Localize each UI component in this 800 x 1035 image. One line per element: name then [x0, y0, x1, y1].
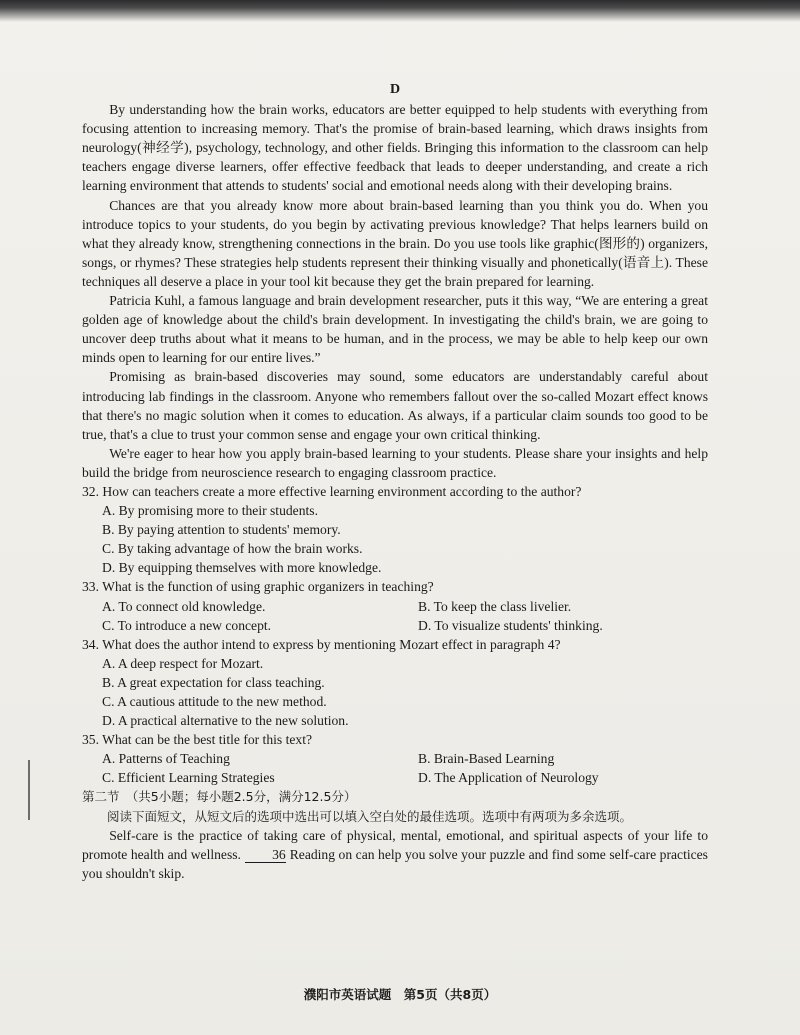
option-d: D. The Application of Neurology — [418, 770, 599, 786]
option-a: A. Patterns of Teaching — [102, 751, 230, 767]
passage-paragraph-3: Patricia Kuhl, a famous language and brain development researcher, puts it this way, “We are entering a great golden age of knowledge about the child's brain development. In investigating the child's brain, we are going to uncover deep truths about what it means to be human, and in the process, we may be able to help keep our own minds open to learning for our entire lives.” — [82, 293, 708, 366]
question-35 — [82, 730, 708, 787]
option-c: C. By taking advantage of how the brain works. — [102, 541, 363, 557]
option-a: A. To connect old knowledge. — [102, 598, 266, 614]
question-stem: 34. What does the author intend to express by mentioning Mozart effect in paragraph 4? — [82, 636, 561, 652]
question-stem: 32. How can teachers create a more effective learning environment according to the author? — [82, 483, 582, 499]
passage-paragraph-1: By understanding how the brain works, educators are better equipped to help students with everything from focusing attention to increasing memory. That's the promise of brain-based learning, which draws insights from neurology(神经学), psychology, technology, and other fields. Bringing this information to the classroom can help teachers engage diverse learners, offer effective feedback that leads to deeper understanding, and create a rich learning environment that attends to students' social and emotional needs along with their developing brains. — [82, 102, 708, 194]
option-a: A. A deep respect for Mozart. — [102, 655, 264, 671]
option-b: B. A great expectation for class teaching. — [102, 674, 325, 690]
question-stem: 33. What is the function of using graphic organizers in teaching? — [82, 579, 434, 595]
option-c: C. To introduce a new concept. — [102, 617, 272, 633]
option-a: A. By promising more to their students. — [102, 503, 318, 519]
section2-text-before: Self-care is the practice of taking care of physical, mental, emotional, and spiritual aspects of your life to promote health and wellness. — [82, 827, 708, 862]
page-footer: 濮阳市英语试题 第5页（共8页） — [303, 987, 497, 1002]
options-row-2 — [82, 768, 708, 787]
margin-mark — [28, 760, 30, 820]
question-34 — [82, 635, 708, 730]
options-row-1 — [82, 597, 708, 616]
option-d: D. By equipping themselves with more knowledge. — [102, 560, 382, 576]
passage-paragraph-2: Chances are that you already know more about brain-based learning than you think you do. When you introduce topics to your students, do you begin by activating previous knowledge? That helps learners build on what they already know, strengthening connections in the brain. Do you use tools like graphic(图形的) organizers, songs, or rhymes? These strategies help students represent their thinking visually and phonetically(语音上). These techniques all deserve a place in your tool kit because they get the brain prepared for learning. — [82, 197, 708, 289]
options-row-1 — [82, 749, 708, 768]
option-d: D. To visualize students' thinking. — [418, 617, 603, 633]
passage-letter: D — [389, 82, 401, 97]
option-c: C. Efficient Learning Strategies — [102, 770, 275, 786]
option-d: D. A practical alternative to the new solution. — [102, 713, 349, 729]
option-c: C. A cautious attitude to the new method. — [102, 694, 327, 709]
section2-paragraph-1 — [82, 826, 708, 883]
section2-heading: 第二节 （共5小题；每小题2.5分，满分12.5分） — [82, 789, 357, 805]
question-stem: 35. What can be the best title for this text? — [82, 732, 313, 748]
options-row-2 — [82, 616, 708, 635]
question-32 — [82, 482, 708, 577]
blank-36: 36 — [245, 847, 286, 863]
passage-paragraph-5: We're eager to hear how you apply brain-based learning to your students. Please share your insights and help build the bridge from neuroscience research to engaging classroom practice. — [82, 445, 708, 480]
section2-text-after: Reading on can help you solve your puzzle and find some self-care practices you shouldn't skip. — [82, 846, 708, 881]
option-b: B. Brain-Based Learning — [418, 751, 555, 767]
page-content — [82, 80, 708, 883]
option-b: B. By paying attention to students' memory. — [102, 522, 341, 538]
section2-instruction: 阅读下面短文，从短文后的选项中选出可以填入空白处的最佳选项。选项中有两项为多余选项。 — [107, 808, 633, 824]
passage-paragraph-4: Promising as brain-based discoveries may sound, some educators are understandably careful about introducing lab findings in the classroom. Anyone who remembers fallout over the so-called Mozart effect knows that there's no magic solution when it comes to education. As always, if a particular claim sounds too good to be true, that's a clue to trust your common sense and engage your own critical thinking. — [82, 369, 708, 442]
question-33 — [82, 577, 708, 634]
scan-edge-shadow — [0, 0, 800, 22]
option-b: B. To keep the class livelier. — [418, 598, 572, 614]
